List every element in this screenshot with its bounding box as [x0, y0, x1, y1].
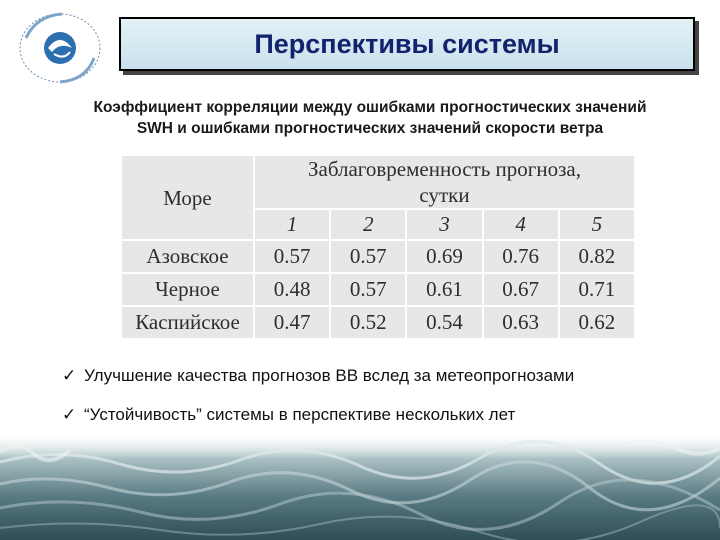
correlation-value: 0.63 — [483, 306, 559, 339]
table-caption — [40, 97, 700, 139]
day-header: 4 — [483, 209, 559, 240]
correlation-value: 0.48 — [254, 273, 330, 306]
table-row — [121, 273, 635, 306]
table-row — [121, 306, 635, 339]
correlation-value: 0.69 — [406, 240, 482, 273]
checkmark-icon: ✓ — [62, 366, 77, 385]
sea-name: Азовское — [121, 240, 254, 273]
title-banner — [119, 17, 695, 71]
bullet-text: Улучшение качества прогнозов ВВ вслед за метеопрогнозами — [84, 366, 575, 385]
correlation-value: 0.57 — [330, 240, 406, 273]
sea-waves-image — [0, 432, 720, 540]
caption-line-1: Коэффициент корреляции между ошибками прогностических значений — [93, 99, 647, 116]
day-header: 1 — [254, 209, 330, 240]
correlation-value: 0.52 — [330, 306, 406, 339]
correlation-value: 0.57 — [330, 273, 406, 306]
organization-logo — [14, 8, 106, 88]
sea-name: Черное — [121, 273, 254, 306]
correlation-value: 0.57 — [254, 240, 330, 273]
correlation-value: 0.61 — [406, 273, 482, 306]
day-header: 3 — [406, 209, 482, 240]
table-row — [121, 240, 635, 273]
correlation-table — [120, 154, 636, 340]
correlation-value: 0.54 — [406, 306, 482, 339]
bullet-item — [62, 366, 574, 386]
bullet-item — [62, 405, 515, 425]
correlation-value: 0.67 — [483, 273, 559, 306]
correlation-value: 0.76 — [483, 240, 559, 273]
caption-line-2: SWH и ошибками прогностических значений скорости ветра — [136, 120, 604, 137]
sea-column-header: Море — [121, 155, 254, 240]
day-header: 2 — [330, 209, 406, 240]
correlation-value: 0.47 — [254, 306, 330, 339]
correlation-value: 0.71 — [559, 273, 635, 306]
checkmark-icon: ✓ — [62, 405, 77, 424]
correlation-value: 0.82 — [559, 240, 635, 273]
sea-name: Каспийское — [121, 306, 254, 339]
lead-time-header: Заблаговременность прогноза, сутки — [254, 155, 635, 209]
page-title: Перспективы системы — [254, 28, 560, 59]
correlation-value: 0.62 — [559, 306, 635, 339]
bullet-text: “Устойчивость” системы в перспективе нескольких лет — [84, 405, 516, 424]
day-header: 5 — [559, 209, 635, 240]
